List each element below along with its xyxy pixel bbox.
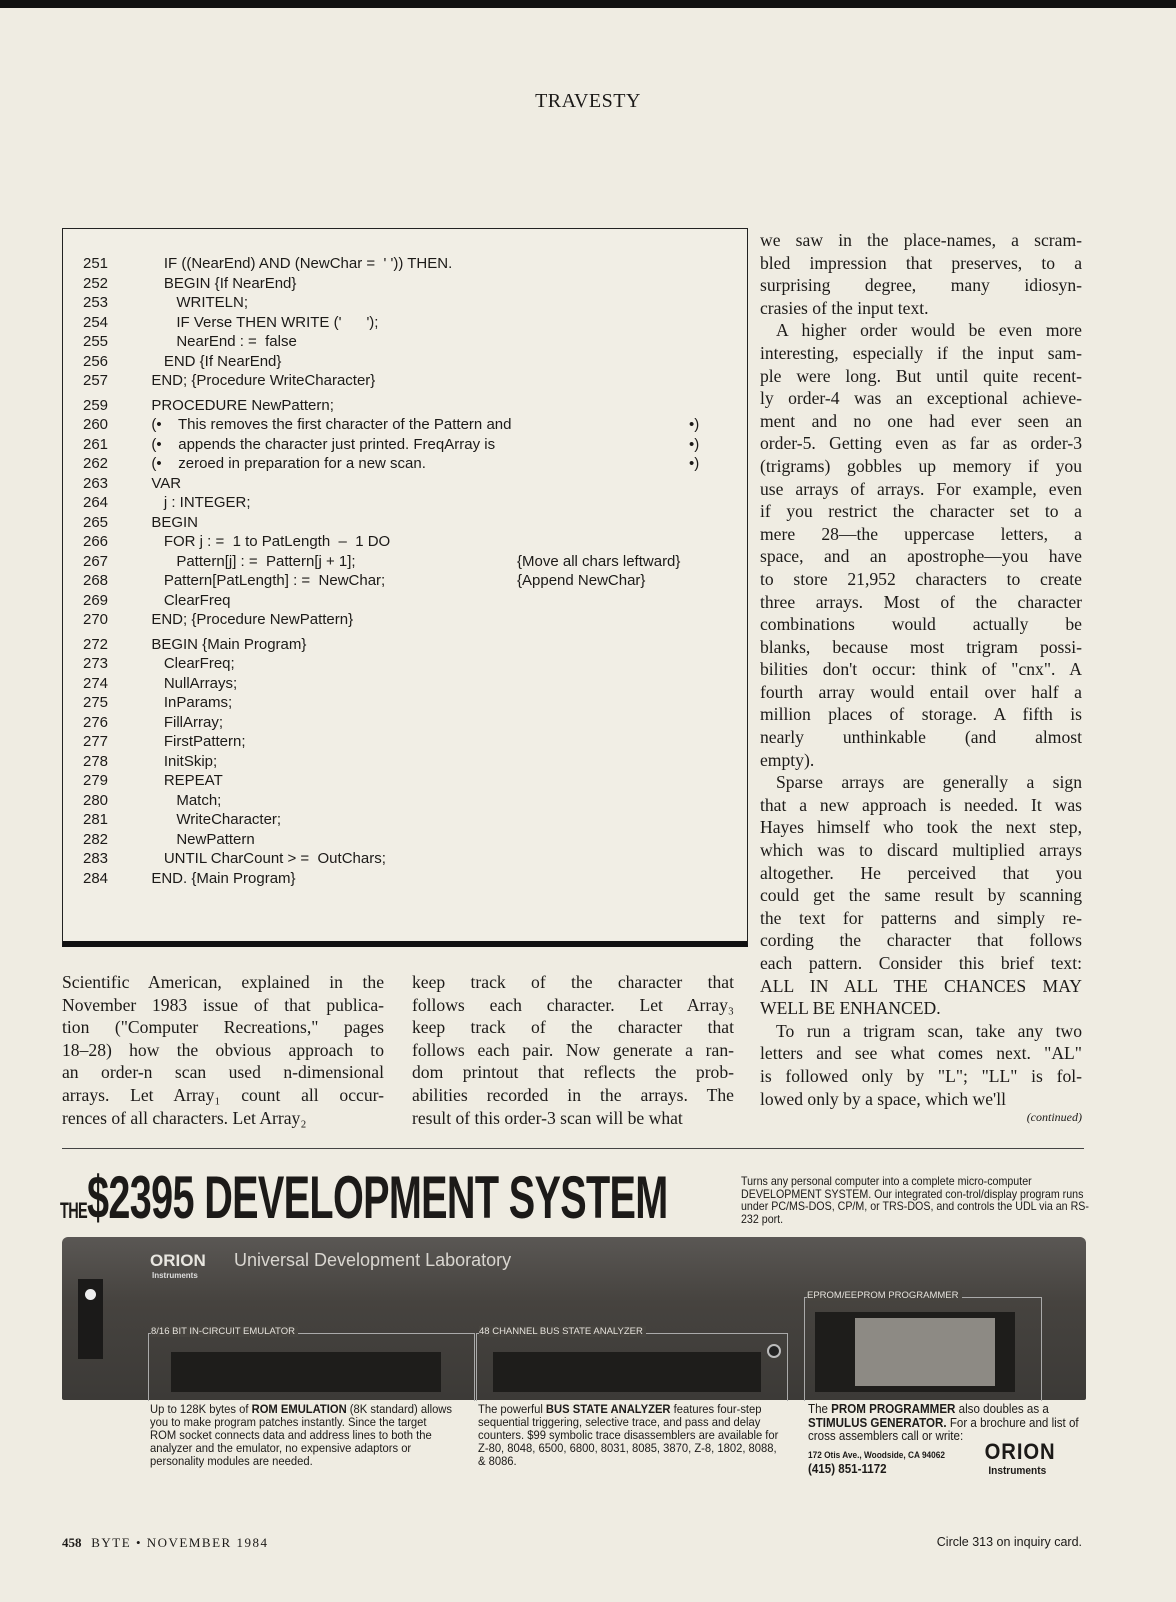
text-line: A higher order would be even more [776, 320, 1082, 341]
text-line: surprising degree, many idiosyn- [760, 275, 1082, 296]
code-text: END; {Procedure WriteCharacter} [143, 372, 376, 389]
text-line: ly order-4 was an exceptional achieve- [760, 388, 1082, 409]
code-text: WriteCharacter; [143, 811, 282, 828]
code-text: InitSkip; [143, 752, 218, 770]
text-line: interesting, especially if the input sam- [760, 342, 1082, 363]
text-line: nearly unthinkable (and almost [760, 727, 1082, 748]
line-number: 262 [83, 455, 109, 472]
text-line: that a new approach is needed. It was [760, 794, 1082, 815]
code-text: FillArray; [143, 713, 224, 731]
ad-headline-main: $2395 DEVELOPMENT SYSTEM [87, 1164, 668, 1231]
ad-blurb: Turns any personal computer into a complete micro-computer DEVELOPMENT SYSTEM. Our integrated con-trol/display program runs under PC/MS-DOS, CP/M, or TRS-DOS, and controls the UDL via an RS-232 port. [741, 1175, 1089, 1226]
line-number: 265 [83, 513, 109, 531]
article-column-left [62, 971, 384, 1129]
code-line [83, 352, 281, 371]
text-line: tion ("Computer Recreations," pages [62, 1017, 384, 1038]
code-line [83, 849, 386, 868]
line-number: 282 [83, 830, 109, 848]
analyzer-panel [476, 1326, 788, 1401]
code-line [83, 313, 378, 332]
line-number: 264 [83, 494, 109, 511]
address: 172 Otis Ave., Woodside, CA 94062 [808, 1449, 945, 1460]
code-text: END. {Main Program} [143, 869, 296, 887]
text-line: Scientific American, explained in the [62, 972, 384, 992]
divider [62, 1148, 1084, 1149]
top-band [0, 0, 1176, 8]
caption-text: Up to 128K bytes of [150, 1402, 252, 1416]
text-line: arrays. Let Array₁ count all occur- [62, 1084, 384, 1105]
line-number: 269 [83, 591, 109, 609]
line-number: 257 [83, 372, 109, 389]
code-line [83, 752, 217, 771]
line-number: 263 [83, 474, 109, 492]
code-text: (• This removes the first character of the Pattern and [143, 416, 512, 433]
code-line [83, 493, 251, 512]
socket-icon [855, 1318, 995, 1386]
ad-headline [60, 1163, 668, 1232]
code-line [83, 454, 700, 473]
code-text: (• zeroed in preparation for a new scan. [143, 455, 426, 472]
caption-bold: STIMULUS GENERATOR. [808, 1415, 947, 1430]
footer-left [62, 1535, 268, 1551]
code-line [83, 474, 181, 493]
code-line [83, 674, 237, 693]
code-line [83, 552, 681, 571]
caption-emulation [150, 1403, 454, 1468]
text-line: Sparse arrays are generally a sign [776, 772, 1082, 793]
code-text: IF Verse THEN WRITE (' '); [143, 313, 379, 331]
text-line: is followed only by "L"; "LL" is fol- [760, 1065, 1082, 1086]
text-line: WELL BE ENHANCED. [760, 998, 941, 1019]
code-text: UNTIL CharCount > = OutChars; [143, 850, 386, 867]
text-line: result of this order-3 scan will be what [412, 1107, 683, 1128]
caption-text: For a brochure and list of cross assemblers call or write: [808, 1415, 1079, 1443]
line-number: 259 [83, 396, 109, 414]
code-text: NullArrays; [143, 674, 238, 692]
caption-text: The [808, 1402, 832, 1416]
text-line: ment and no one had ever seen an [760, 410, 1082, 431]
power-switch-icon [78, 1279, 103, 1359]
code-listing [62, 228, 748, 947]
code-line [83, 435, 700, 454]
code-line [83, 332, 297, 351]
text-line: space, and an apostrophe—you have [760, 546, 1082, 567]
text-line: we saw in the place-names, a scram- [760, 230, 1082, 250]
caption-text: The powerful [478, 1402, 546, 1416]
code-text: Pattern[PatLength] : = NewChar; [143, 572, 386, 589]
comment-close: •) [689, 455, 700, 472]
connector-icon [493, 1352, 761, 1392]
caption-bold: BUS STATE ANALYZER [545, 1402, 671, 1416]
code-text: NearEnd : = false [143, 333, 297, 350]
comment-close: •) [689, 416, 700, 433]
code-line [83, 732, 246, 751]
text-line: follows each character. Let Array₃ [412, 994, 734, 1015]
code-text: FOR j : = 1 to PatLength – 1 DO [143, 533, 391, 550]
code-line [83, 254, 452, 273]
line-number: 281 [83, 811, 109, 828]
code-text: IF ((NearEnd) AND (NewChar = ' ')) THEN. [143, 255, 453, 272]
inquiry-circle: Circle 313 on inquiry card. [936, 1535, 1082, 1549]
text-line: lowed only by a space, which we'll [760, 1088, 1006, 1109]
line-number: 251 [83, 255, 109, 272]
code-line [83, 396, 334, 415]
article-column-right [760, 229, 1082, 1125]
emulator-panel [148, 1326, 475, 1401]
caption-bold: PROM PROGRAMMER [831, 1402, 956, 1416]
code-line [83, 830, 255, 849]
code-line [83, 869, 296, 888]
line-number: 277 [83, 733, 109, 750]
code-line [83, 771, 223, 790]
programmer-panel [804, 1290, 1042, 1401]
connector-icon [171, 1352, 441, 1392]
text-line: (trigrams) gobbles up memory if you [760, 455, 1082, 476]
ad-headline-the: THE [60, 1198, 88, 1223]
code-text: WRITELN; [143, 294, 249, 311]
code-line [83, 693, 232, 712]
text-line: abilities recorded in the arrays. The [412, 1084, 734, 1105]
code-text: END {If NearEnd} [143, 352, 282, 370]
text-line: which was to discard multiplied arrays [760, 840, 1082, 861]
code-text: BEGIN [143, 513, 199, 531]
text-line: use arrays of arrays. For example, even [760, 478, 1082, 499]
text-line: keep track of the character that [412, 1017, 734, 1038]
code-line [83, 274, 296, 293]
text-line: follows each pair. Now generate a ran- [412, 1039, 734, 1060]
text-line: To run a trigram scan, take any two [776, 1020, 1082, 1041]
text-line: order-5. Getting even as far as order-3 [760, 433, 1082, 454]
code-comment: {Move all chars leftward} [517, 552, 681, 570]
comment-close: •) [689, 435, 700, 453]
code-line [83, 713, 223, 732]
line-number: 280 [83, 791, 109, 809]
text-line: to store 21,952 characters to create [760, 568, 1082, 589]
code-text: NewPattern [143, 830, 255, 848]
code-text: ClearFreq; [143, 655, 235, 672]
code-text: VAR [143, 474, 182, 492]
line-number: 261 [83, 435, 109, 453]
text-line: keep track of the character that [412, 972, 734, 992]
device-title: Universal Development Laboratory [234, 1250, 512, 1270]
continued-note: (continued) [1026, 1110, 1082, 1125]
caption-bold: ROM EMULATION [251, 1402, 347, 1416]
device-brand-sub: Instruments [152, 1271, 198, 1280]
line-number: 284 [83, 869, 109, 887]
text-line: ple were long. But until quite recent- [760, 365, 1082, 386]
line-number: 266 [83, 533, 109, 550]
line-number: 253 [83, 294, 109, 311]
code-text: InParams; [143, 694, 233, 711]
text-line: an order-n scan used n-dimensional [62, 1062, 384, 1083]
page-number: 458 [62, 1535, 82, 1550]
code-line [83, 654, 235, 673]
line-number: 270 [83, 611, 109, 628]
device-brand: ORION [150, 1251, 206, 1270]
line-number: 279 [83, 772, 109, 789]
code-line [83, 791, 221, 810]
text-line: if you restrict the character set to a [760, 501, 1082, 522]
line-number: 283 [83, 850, 109, 867]
code-line [83, 371, 375, 390]
code-line [83, 610, 353, 629]
line-number: 272 [83, 635, 109, 653]
text-line: cording the character that follows [760, 930, 1082, 951]
orion-logo-sub: Instruments [988, 1464, 1047, 1477]
phone: (415) 851-1172 [808, 1461, 887, 1476]
caption-text: also doubles as a [955, 1402, 1049, 1416]
text-line: November 1983 issue of that publica- [62, 994, 384, 1015]
text-line: bled impression that preserves, to a [760, 252, 1082, 273]
caption-text: (8K standard) allows you to make program patches instantly. Since the target ROM socket connects data and address lines to both the analyzer and the emulator, no expensive adaptors or personality modules are needed. [150, 1402, 453, 1468]
caption-text: features four-step sequential triggering, selective trace, and pass and delay counters. $99 symbolic trace disassemblers are available for Z-80, 8048, 6500, 6800, 8031, 8085, 3870, Z-8, 1802, 8088, & 8086. [478, 1402, 779, 1468]
line-number: 273 [83, 655, 109, 672]
zif-socket-icon [815, 1312, 1015, 1392]
product-photo [62, 1237, 1086, 1400]
code-text: FirstPattern; [143, 733, 246, 750]
code-text: END; {Procedure NewPattern} [143, 611, 354, 628]
text-line: mere 28—the uppercase letters, a [760, 523, 1082, 544]
code-text: BEGIN {Main Program} [143, 635, 307, 653]
text-line: three arrays. Most of the character [760, 591, 1082, 612]
text-line: rences of all characters. Let Array₂ [62, 1107, 307, 1128]
text-line: letters and see what comes next. "AL" [760, 1043, 1082, 1064]
magazine-issue: BYTE • NOVEMBER 1984 [91, 1535, 269, 1550]
code-text: ClearFreq [143, 591, 231, 609]
code-text: BEGIN {If NearEnd} [143, 274, 297, 292]
line-number: 260 [83, 416, 109, 433]
code-line [83, 293, 248, 312]
text-line: ALL IN ALL THE CHANCES MAY [760, 975, 1082, 996]
text-line: dom printout that reflects the prob- [412, 1062, 734, 1083]
code-text: Pattern[j] : = Pattern[j + 1]; [143, 552, 356, 570]
code-line [83, 810, 281, 829]
code-text: j : INTEGER; [143, 494, 251, 511]
line-number: 268 [83, 572, 109, 589]
code-line [83, 635, 306, 654]
emulator-label: 8/16 BIT IN-CIRCUIT EMULATOR [151, 1326, 298, 1337]
caption-analyzer [478, 1403, 786, 1468]
code-line [83, 591, 231, 610]
line-number: 256 [83, 352, 109, 370]
line-number: 254 [83, 313, 109, 331]
text-line: crasies of the input text. [760, 297, 929, 318]
code-line [83, 415, 700, 434]
text-line: fourth array would entail over half a [760, 681, 1082, 702]
line-number: 252 [83, 274, 109, 292]
line-number: 276 [83, 713, 109, 731]
text-line: 18–28) how the obvious approach to [62, 1039, 384, 1060]
code-text: (• appends the character just printed. FreqArray is [143, 435, 496, 453]
running-head: TRAVESTY [535, 90, 641, 112]
text-line: the text for patterns and simply re- [760, 907, 1082, 928]
code-comment: {Append NewChar} [517, 572, 646, 589]
text-line: Hayes himself who took the next step, [760, 817, 1082, 838]
text-line: million places of storage. A fifth is [760, 704, 1082, 725]
text-line: bilities don't occur: think of "cnx". A [760, 659, 1082, 680]
orion-logo: ORION [984, 1438, 1056, 1464]
text-line: could get the same result by scanning [760, 885, 1082, 906]
line-number: 278 [83, 752, 109, 770]
caption-programmer [808, 1403, 1084, 1480]
code-text: Match; [143, 791, 222, 809]
programmer-label: EPROM/EEPROM PROGRAMMER [807, 1290, 962, 1301]
code-line [83, 532, 390, 551]
text-line: blanks, because most trigram possi- [760, 636, 1082, 657]
line-number: 275 [83, 694, 109, 711]
code-text: PROCEDURE NewPattern; [143, 396, 334, 414]
code-line [83, 513, 198, 532]
text-line: empty). [760, 749, 815, 770]
analyzer-label: 48 CHANNEL BUS STATE ANALYZER [479, 1326, 646, 1337]
text-line: each pattern. Consider this brief text: [760, 953, 1082, 973]
knob-icon [767, 1344, 781, 1358]
article-column-middle [412, 971, 734, 1129]
text-line: combinations would actually be [760, 614, 1082, 635]
line-number: 255 [83, 333, 109, 350]
line-number: 274 [83, 674, 109, 692]
text-line: altogether. He perceived that you [760, 862, 1082, 883]
line-number: 267 [83, 552, 109, 570]
code-text: REPEAT [143, 772, 223, 789]
code-line [83, 571, 646, 590]
